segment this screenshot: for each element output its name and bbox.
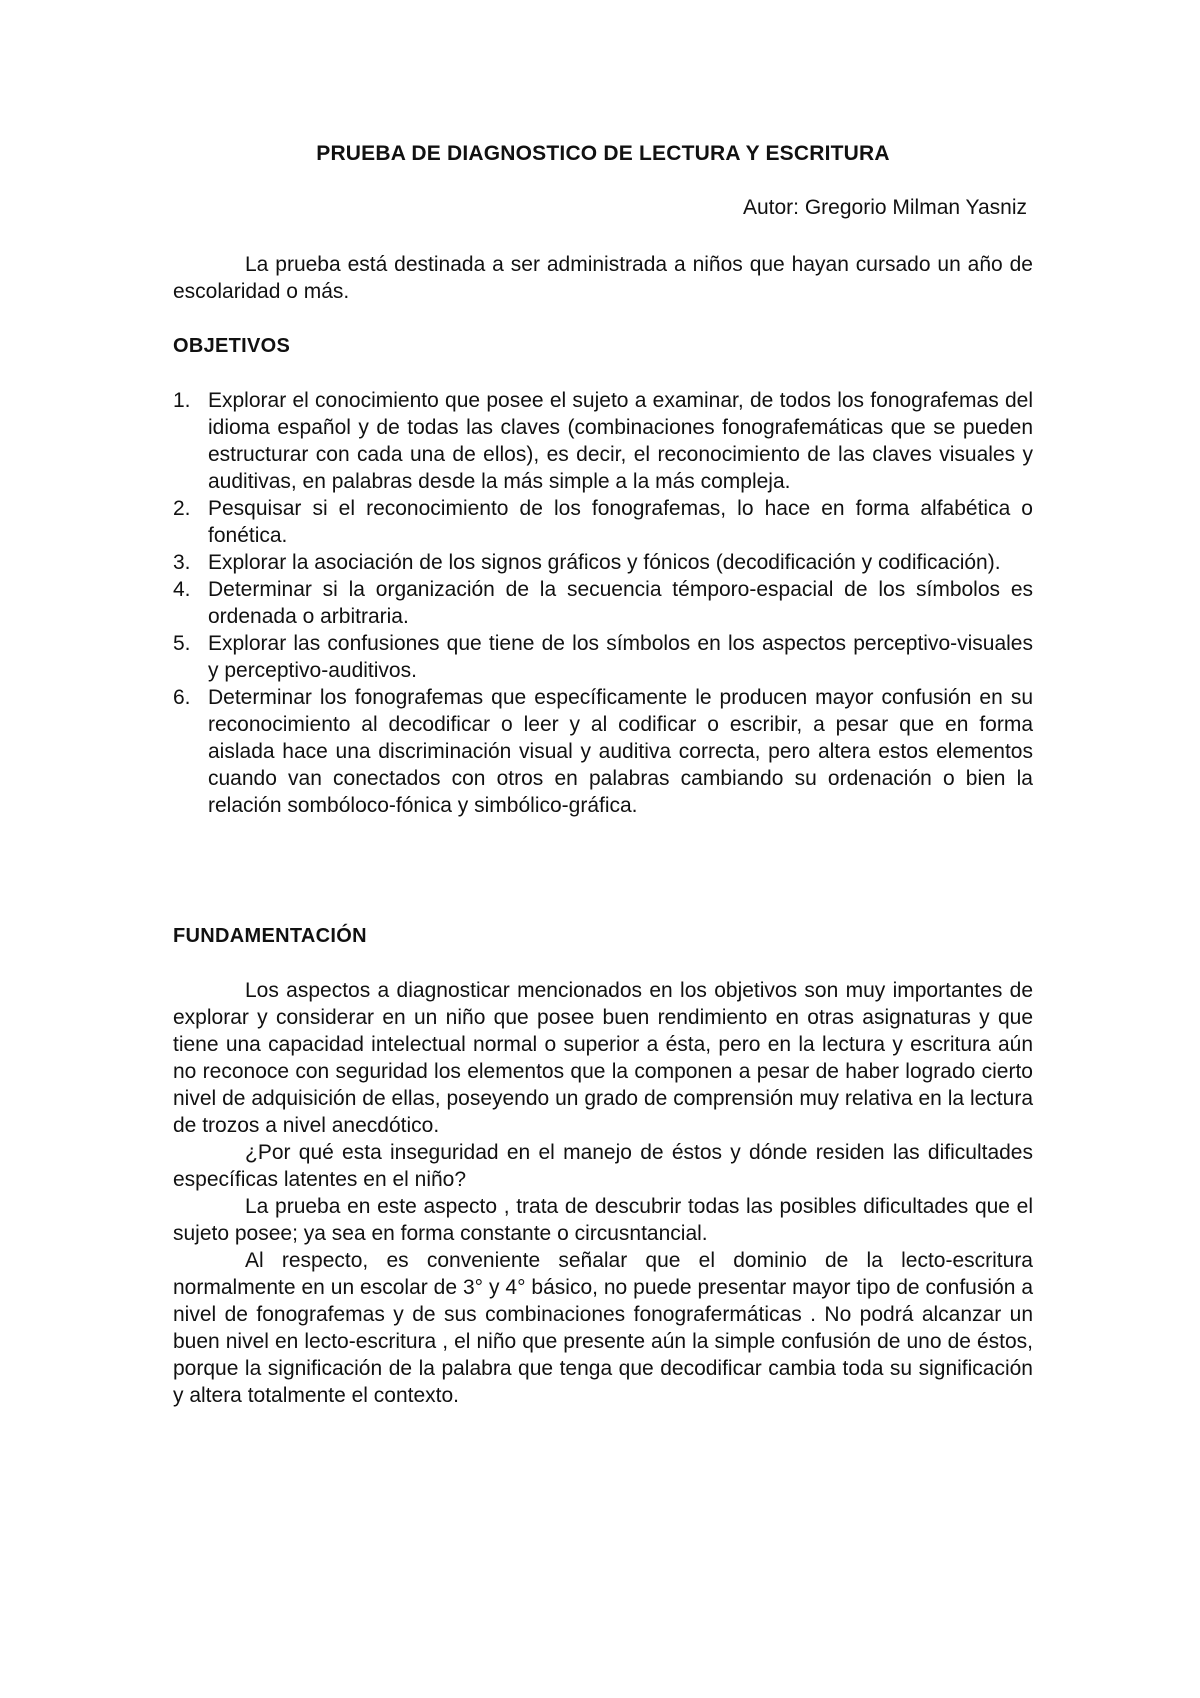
objective-text: Determinar si la organización de la secuencia témporo-espacial de los símbolos es ordenada o arbitraria. (208, 578, 1033, 628)
objective-number: 2. (173, 497, 191, 520)
objective-number: 3. (173, 551, 191, 574)
objective-text: Explorar la asociación de los signos gráficos y fónicos (decodificación y codificación). (208, 551, 1001, 574)
objective-item (173, 684, 1033, 819)
fundamentacion-paragraph: Al respecto, es conveniente señalar que el dominio de la lecto-escritura normalmente en un escolar de 3° y 4° básico, no puede presentar mayor tipo de confusión a nivel de fonografemas y de sus combinaciones fonografermáticas . No podrá alcanzar un buen nivel en lecto-escritura , el niño que presente aún la simple confusión de uno de éstos, porque la significación de la palabra que tenga que decodificar cambia toda su significación y altera totalmente el contexto. (173, 1249, 1033, 1407)
fundamentacion-paragraph: Los aspectos a diagnosticar mencionados en los objetivos son muy importantes de explorar y considerar en un niño que posee buen rendimiento en otras asignaturas y que tiene una capacidad intelectual normal o superior a ésta, pero en la lectura y escritura aún no reconoce con seguridad los elementos que la componen a pesar de haber logrado cierto nivel de adquisición de ellas, poseyendo un grado de comprensión muy relativa en la lectura de trozos a nivel anecdótico. (173, 979, 1033, 1137)
objective-number: 4. (173, 578, 191, 601)
objective-item (173, 549, 1033, 576)
objective-item (173, 495, 1033, 549)
intro-paragraph: La prueba está destinada a ser administrada a niños que hayan cursado un año de escolaridad o más. (173, 253, 1033, 303)
objective-number: 6. (173, 686, 191, 709)
objective-text: Determinar los fonografemas que específicamente le producen mayor confusión en su reconocimiento al decodificar o leer y al codificar o escribir, a pesar que en forma aislada hace una discriminación visual y auditiva correcta, pero altera estos elementos cuando van conectados con otros en palabras cambiando su ordenación o bien la relación sombóloco-fónica y simbólico-gráfica. (208, 686, 1033, 817)
objectives-heading: OBJETIVOS (173, 335, 291, 357)
objective-text: Pesquisar si el reconocimiento de los fonografemas, lo hace en forma alfabética o fonética. (208, 497, 1033, 547)
document-author: Autor: Gregorio Milman Yasniz (742, 196, 1027, 219)
objective-text: Explorar las confusiones que tiene de los símbolos en los aspectos perceptivo-visuales y perceptivo-auditivos. (208, 632, 1033, 682)
objective-item (173, 630, 1033, 684)
fundamentacion-paragraph: La prueba en este aspecto , trata de descubrir todas las posibles dificultades que el sujeto posee; ya sea en forma constante o circusntancial. (173, 1195, 1033, 1245)
fundamentacion-heading: FUNDAMENTACIÓN (173, 925, 367, 947)
objective-text: Explorar el conocimiento que posee el sujeto a examinar, de todos los fonografemas del idioma español y de todas las claves (combinaciones fonografemáticas que se pueden estructurar con cada una de ellos), es decir, el reconocimiento de las claves visuales y auditivas, en palabras desde la más simple a la más compleja. (208, 389, 1033, 493)
objectives-list (173, 387, 1033, 819)
objective-number: 1. (173, 389, 191, 412)
objective-number: 5. (173, 632, 191, 655)
objective-item (173, 576, 1033, 630)
fundamentacion-body (173, 977, 1033, 1409)
document-title: PRUEBA DE DIAGNOSTICO DE LECTURA Y ESCRITURA (316, 142, 890, 165)
objective-item (173, 387, 1033, 495)
fundamentacion-paragraph: ¿Por qué esta inseguridad en el manejo de éstos y dónde residen las dificultades específicas latentes en el niño? (173, 1141, 1033, 1191)
